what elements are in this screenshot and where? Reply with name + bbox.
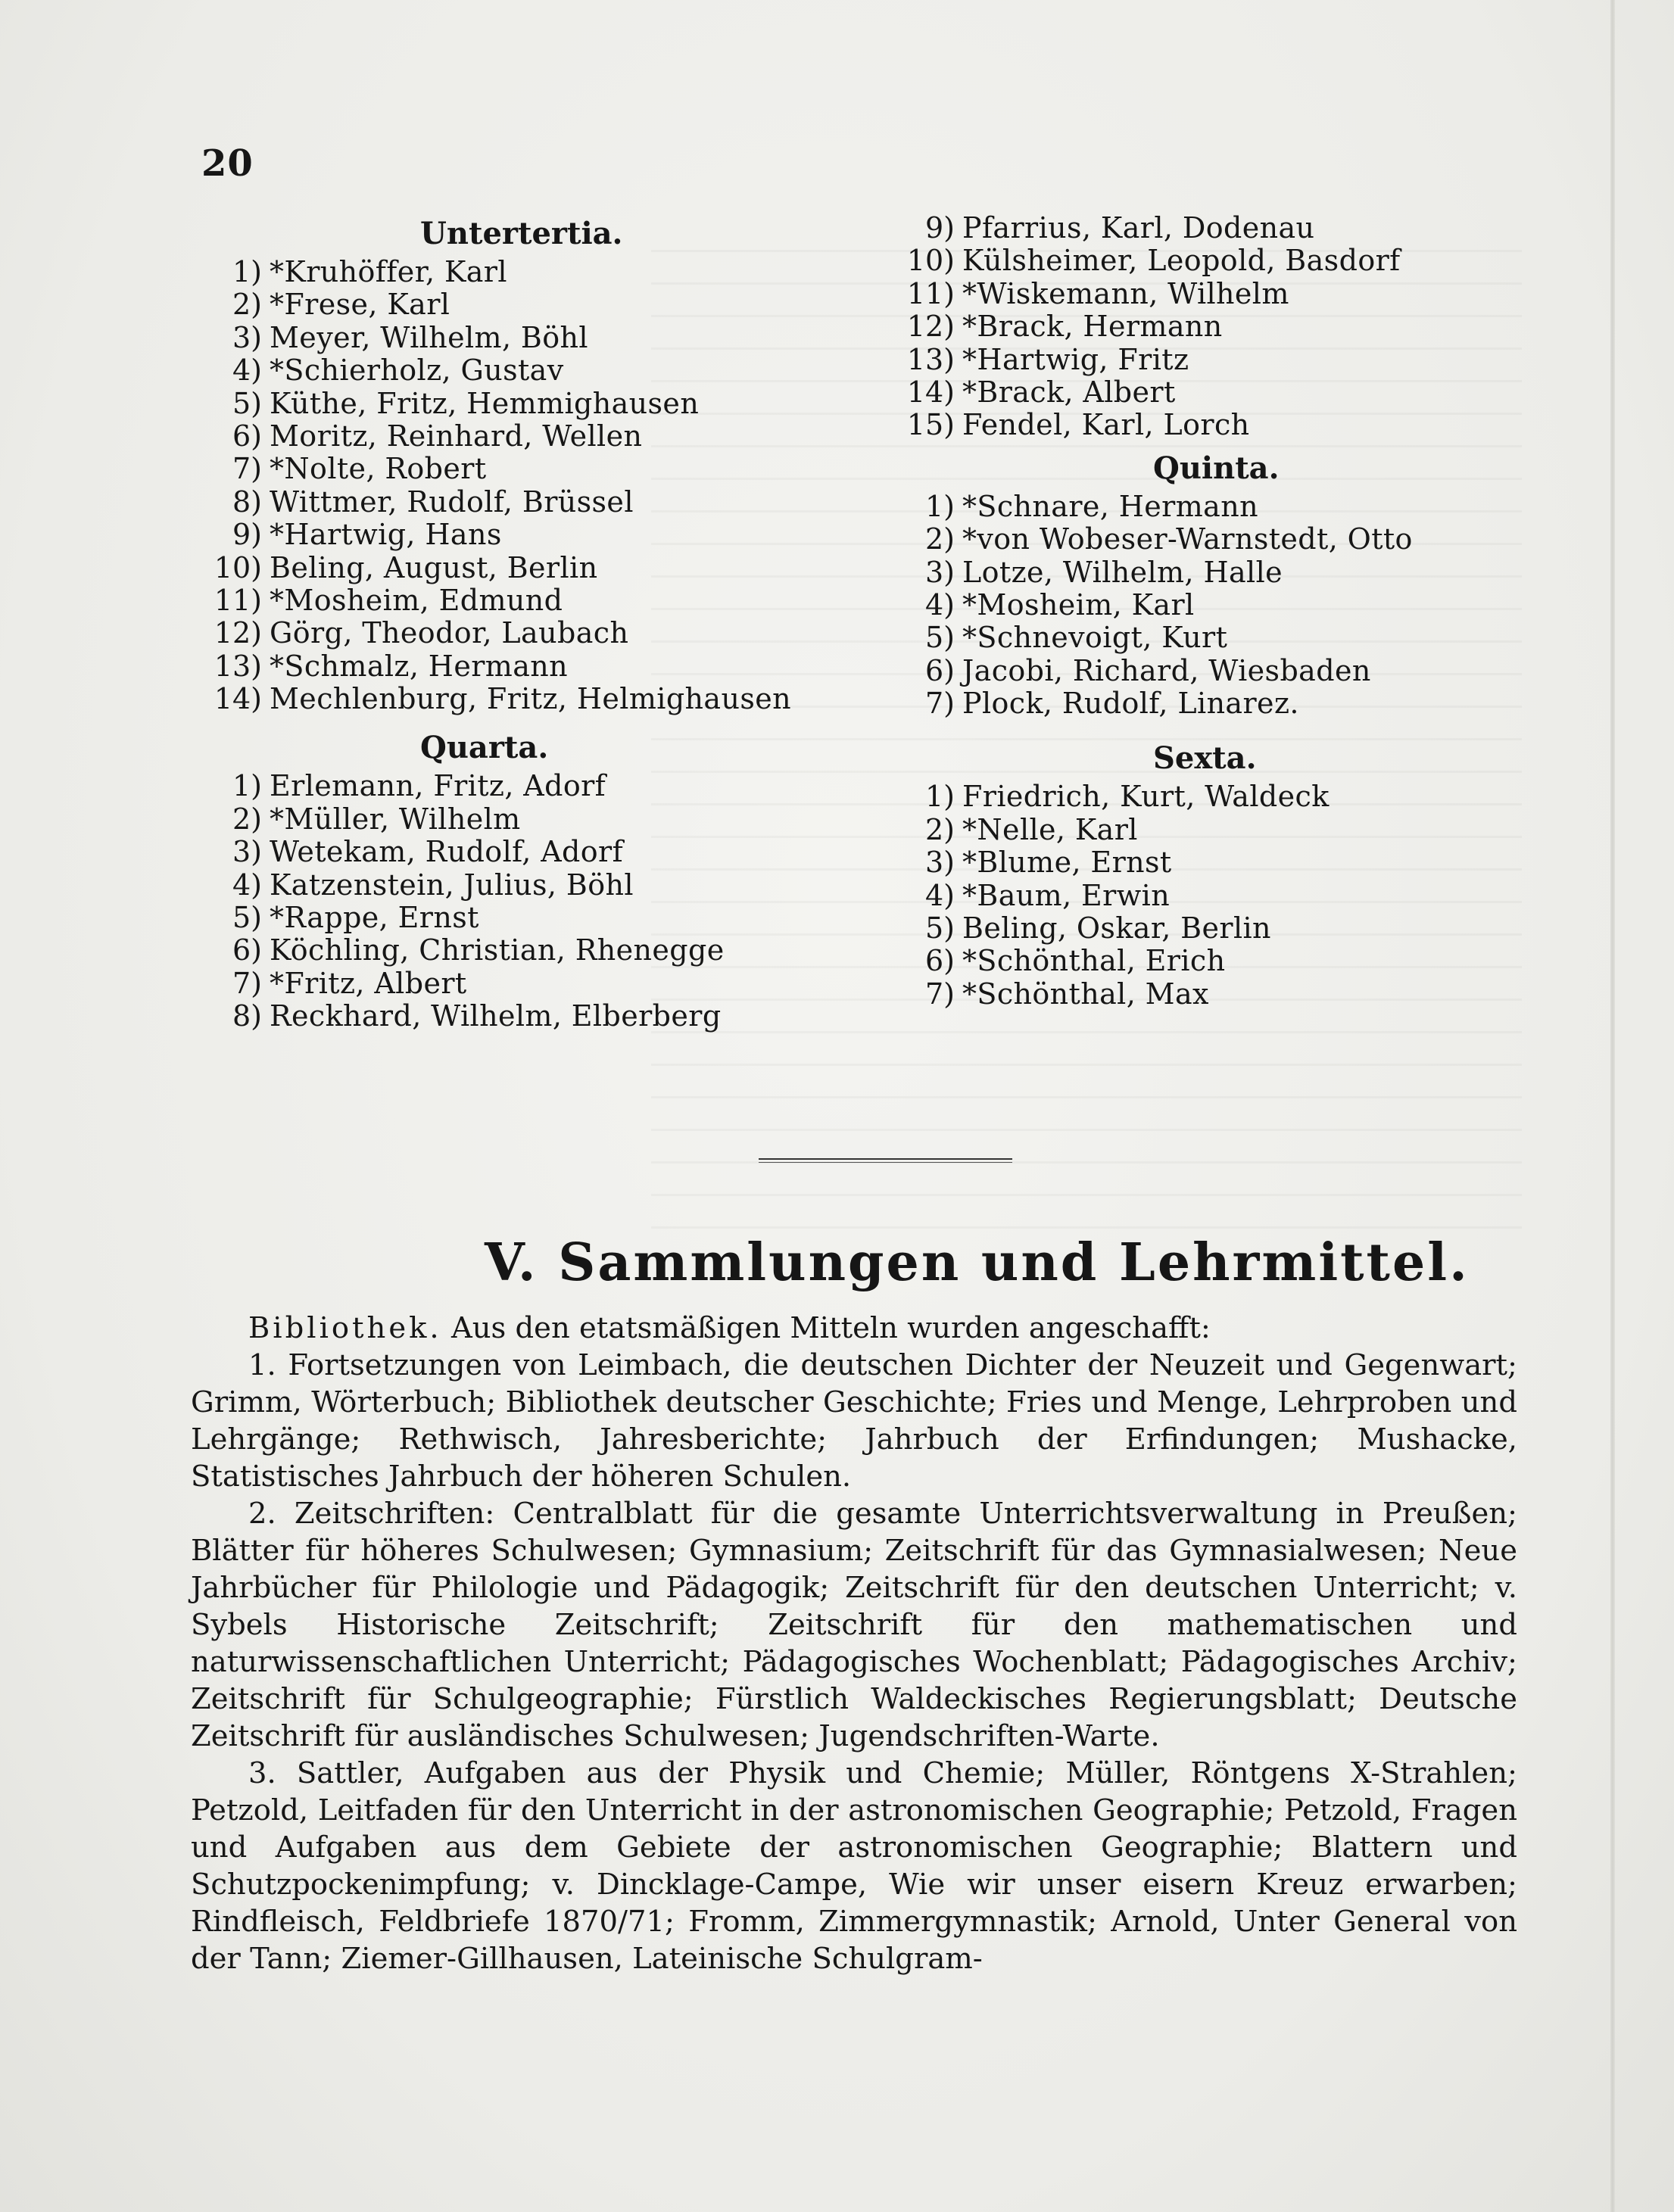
student-number: 4) bbox=[232, 354, 262, 388]
student-name: *Kruhöffer, Karl bbox=[270, 255, 507, 288]
student-name: Moritz, Reinhard, Wellen bbox=[270, 419, 643, 453]
student-name: *Frese, Karl bbox=[270, 288, 450, 322]
student-number: 3) bbox=[924, 555, 955, 589]
student-name: *Schnevoigt, Kurt bbox=[962, 621, 1228, 655]
section-title: V. Sammlungen und Lehrmittel. bbox=[485, 1232, 1470, 1293]
student-name: *Hartwig, Fritz bbox=[962, 342, 1189, 376]
student-name: *Brack, Hermann bbox=[962, 310, 1223, 344]
student-row bbox=[897, 687, 1503, 720]
student-name: *Schönthal, Erich bbox=[962, 944, 1226, 978]
student-number: 2) bbox=[924, 812, 955, 846]
student-number: 2) bbox=[232, 288, 262, 322]
student-name: Fendel, Karl, Lorch bbox=[962, 408, 1250, 442]
student-number: 14) bbox=[906, 375, 955, 409]
student-name: Köchling, Christian, Rhenegge bbox=[270, 933, 725, 967]
student-name: *Brack, Albert bbox=[962, 375, 1176, 409]
student-row bbox=[897, 589, 1503, 622]
student-number: 11) bbox=[214, 583, 262, 617]
student-number: 14) bbox=[214, 682, 262, 716]
student-name: Pfarrius, Karl, Dodenau bbox=[962, 211, 1315, 245]
student-row bbox=[897, 780, 1503, 813]
student-number: 7) bbox=[924, 687, 955, 721]
student-list bbox=[204, 256, 886, 715]
student-name: Beling, Oskar, Berlin bbox=[962, 911, 1271, 946]
paragraph-2: 2. Zeitschriften: Centralblatt für die gesamte Unterrichtsverwaltung in Preußen; Blätter für höheres Schulwesen; Gymnasium; Zeitschrift für das Gymnasialwesen; Neue Jahrbücher für Philologie und Pädagogik; Zeitschrift für den deutschen Unterricht; v. Sybels Historische Zeitschrift; Zeitschrift für den mathematischen und naturwissenschaftlichen Unterricht; Pädagogisches Wochenblatt; Pädagogisches Archiv; Zeitschrift für Schulgeographie; Fürstlich Waldeckisches Regierungsblatt; Deutsche Zeitschrift für ausländisches Schulwesen; Jugendschriften-Warte. bbox=[191, 1497, 1517, 1753]
student-row bbox=[204, 256, 886, 288]
student-number: 8) bbox=[232, 999, 262, 1033]
student-row bbox=[204, 934, 886, 967]
student-number: 13) bbox=[214, 649, 262, 683]
student-number: 3) bbox=[232, 320, 262, 354]
student-number: 2) bbox=[924, 522, 955, 556]
student-row bbox=[204, 1000, 886, 1033]
student-number: 6) bbox=[924, 944, 955, 978]
student-name: Jacobi, Richard, Wiesbaden bbox=[962, 653, 1371, 687]
student-name: *Schierholz, Gustav bbox=[270, 354, 564, 388]
student-row bbox=[897, 409, 1503, 441]
student-name: *Schönthal, Max bbox=[962, 977, 1209, 1011]
student-number: 3) bbox=[924, 846, 955, 880]
student-row bbox=[897, 278, 1503, 310]
student-number: 5) bbox=[232, 901, 262, 935]
student-row bbox=[204, 869, 886, 902]
student-name: Küthe, Fritz, Hemmighausen bbox=[270, 386, 700, 420]
page-edge-shadow bbox=[1610, 0, 1615, 2212]
student-number: 5) bbox=[232, 386, 262, 420]
student-number: 10) bbox=[906, 244, 955, 278]
student-number: 3) bbox=[232, 835, 262, 869]
student-name: *Baum, Erwin bbox=[962, 878, 1171, 912]
student-row bbox=[897, 655, 1503, 687]
student-row bbox=[204, 552, 886, 584]
student-row bbox=[897, 245, 1503, 277]
student-number: 11) bbox=[906, 276, 955, 310]
library-intro-text: Aus den etatsmäßigen Mitteln wurden angeschafft: bbox=[450, 1311, 1211, 1345]
class-heading: Quarta. bbox=[420, 730, 549, 766]
library-intro bbox=[191, 1310, 1517, 1347]
student-list bbox=[204, 770, 886, 1033]
student-name: Wetekam, Rudolf, Adorf bbox=[270, 835, 624, 869]
student-row bbox=[897, 556, 1503, 589]
student-name: Reckhard, Wilhelm, Elberberg bbox=[270, 999, 722, 1033]
student-row bbox=[204, 388, 886, 420]
student-name: *Mosheim, Karl bbox=[962, 587, 1195, 622]
paragraph-1: 1. Fortsetzungen von Leimbach, die deutschen Dichter der Neuzeit und Gegenwart; Grimm, Wörterbuch; Bibliothek deutscher Geschichte; Fries und Menge, Lehrproben und Lehrgänge; Rethwisch, Jahresberichte; Jahrbuch der Erfindungen; Mushacke, Statistisches Jahrbuch der höheren Schulen. bbox=[191, 1348, 1517, 1494]
student-name: *Rappe, Ernst bbox=[270, 901, 479, 935]
student-row bbox=[897, 880, 1503, 912]
student-name: Wittmer, Rudolf, Brüssel bbox=[270, 484, 634, 519]
student-row bbox=[897, 491, 1503, 523]
student-row bbox=[897, 376, 1503, 409]
student-row bbox=[204, 650, 886, 683]
student-number: 4) bbox=[924, 587, 955, 622]
student-row bbox=[204, 453, 886, 485]
student-row bbox=[204, 836, 886, 868]
student-number: 6) bbox=[232, 419, 262, 453]
student-row bbox=[204, 584, 886, 617]
student-number: 1) bbox=[924, 489, 955, 523]
student-row bbox=[897, 523, 1503, 556]
student-name: *Nelle, Karl bbox=[962, 812, 1138, 846]
student-row bbox=[204, 486, 886, 519]
student-name: Mechlenburg, Fritz, Helmighausen bbox=[270, 682, 792, 716]
student-number: 10) bbox=[214, 550, 262, 584]
student-name: Lotze, Wilhelm, Halle bbox=[962, 555, 1283, 589]
student-row bbox=[204, 967, 886, 1000]
student-number: 1) bbox=[924, 780, 955, 814]
student-row bbox=[204, 519, 886, 551]
student-number: 9) bbox=[924, 211, 955, 245]
student-name: Meyer, Wilhelm, Böhl bbox=[270, 320, 588, 354]
student-name: *Hartwig, Hans bbox=[270, 518, 502, 552]
student-row bbox=[204, 322, 886, 354]
student-number: 6) bbox=[232, 933, 262, 967]
student-number: 1) bbox=[232, 255, 262, 288]
student-number: 6) bbox=[924, 653, 955, 687]
student-name: *Nolte, Robert bbox=[270, 452, 487, 486]
student-list bbox=[897, 212, 1503, 442]
student-row bbox=[897, 310, 1503, 343]
student-number: 5) bbox=[924, 621, 955, 655]
student-name: *Fritz, Albert bbox=[270, 966, 467, 1000]
left-column bbox=[204, 212, 886, 1033]
section-divider bbox=[759, 1158, 1012, 1160]
student-number: 13) bbox=[906, 342, 955, 376]
student-row bbox=[204, 770, 886, 802]
student-row bbox=[897, 846, 1503, 879]
student-name: Külsheimer, Leopold, Basdorf bbox=[962, 244, 1401, 278]
student-name: *Blume, Ernst bbox=[962, 846, 1172, 880]
student-name: *Schnare, Hermann bbox=[962, 489, 1258, 523]
class-heading: Quinta. bbox=[1153, 450, 1280, 486]
student-number: 7) bbox=[232, 966, 262, 1000]
student-row bbox=[204, 902, 886, 934]
student-number: 12) bbox=[906, 310, 955, 344]
student-number: 7) bbox=[924, 977, 955, 1011]
student-number: 9) bbox=[232, 518, 262, 552]
student-row bbox=[204, 617, 886, 650]
student-row bbox=[897, 622, 1503, 654]
student-name: Beling, August, Berlin bbox=[270, 550, 598, 584]
class-heading: Untertertia. bbox=[420, 216, 623, 251]
student-row bbox=[897, 945, 1503, 977]
student-number: 4) bbox=[924, 878, 955, 912]
student-number: 8) bbox=[232, 484, 262, 519]
page-number: 20 bbox=[201, 142, 254, 185]
student-number: 15) bbox=[906, 408, 955, 442]
student-row bbox=[897, 978, 1503, 1011]
student-row bbox=[897, 912, 1503, 945]
student-row bbox=[897, 344, 1503, 376]
student-number: 12) bbox=[214, 616, 262, 650]
right-column bbox=[897, 212, 1503, 1011]
student-name: Katzenstein, Julius, Böhl bbox=[270, 868, 634, 902]
student-number: 2) bbox=[232, 802, 262, 836]
student-number: 1) bbox=[232, 769, 262, 803]
student-row bbox=[897, 212, 1503, 245]
student-name: Plock, Rudolf, Linarez. bbox=[962, 687, 1299, 721]
library-label: Bibliothek. bbox=[248, 1311, 442, 1345]
student-row bbox=[204, 683, 886, 715]
student-row bbox=[204, 803, 886, 836]
student-row bbox=[204, 354, 886, 387]
class-heading: Sexta. bbox=[1153, 740, 1257, 777]
student-row bbox=[897, 814, 1503, 846]
student-number: 7) bbox=[232, 452, 262, 486]
student-name: *Wiskemann, Wilhelm bbox=[962, 276, 1289, 310]
section-body bbox=[191, 1310, 1517, 1977]
paragraph-3: 3. Sattler, Aufgaben aus der Physik und Chemie; Müller, Röntgens X-Strahlen; Petzold, Leitfaden für den Unterricht in der astronomischen Geographie; Petzold, Fragen und Aufgaben aus dem Gebiete der astronomischen Geographie; Blattern und Schutzpockenimpfung; v. Dincklage-Campe, Wie wir unser eisern Kreuz erwarben; Rindfleisch, Feldbriefe 1870/71; Fromm, Zimmergymnastik; Arnold, Unter General von der Tann; Ziemer-Gillhausen, Lateinische Schulgram- bbox=[191, 1756, 1517, 1976]
student-name: *Müller, Wilhelm bbox=[270, 802, 521, 836]
student-number: 4) bbox=[232, 868, 262, 902]
student-name: Erlemann, Fritz, Adorf bbox=[270, 769, 606, 803]
student-row bbox=[204, 420, 886, 453]
student-name: *von Wobeser-Warnstedt, Otto bbox=[962, 522, 1413, 556]
student-name: *Schmalz, Hermann bbox=[270, 649, 569, 683]
student-list bbox=[897, 780, 1503, 1011]
student-name: Friedrich, Kurt, Waldeck bbox=[962, 780, 1330, 814]
student-name: Görg, Theodor, Laubach bbox=[270, 616, 629, 650]
student-list bbox=[897, 491, 1503, 721]
student-row bbox=[204, 288, 886, 321]
student-name: *Mosheim, Edmund bbox=[270, 583, 563, 617]
student-number: 5) bbox=[924, 911, 955, 946]
